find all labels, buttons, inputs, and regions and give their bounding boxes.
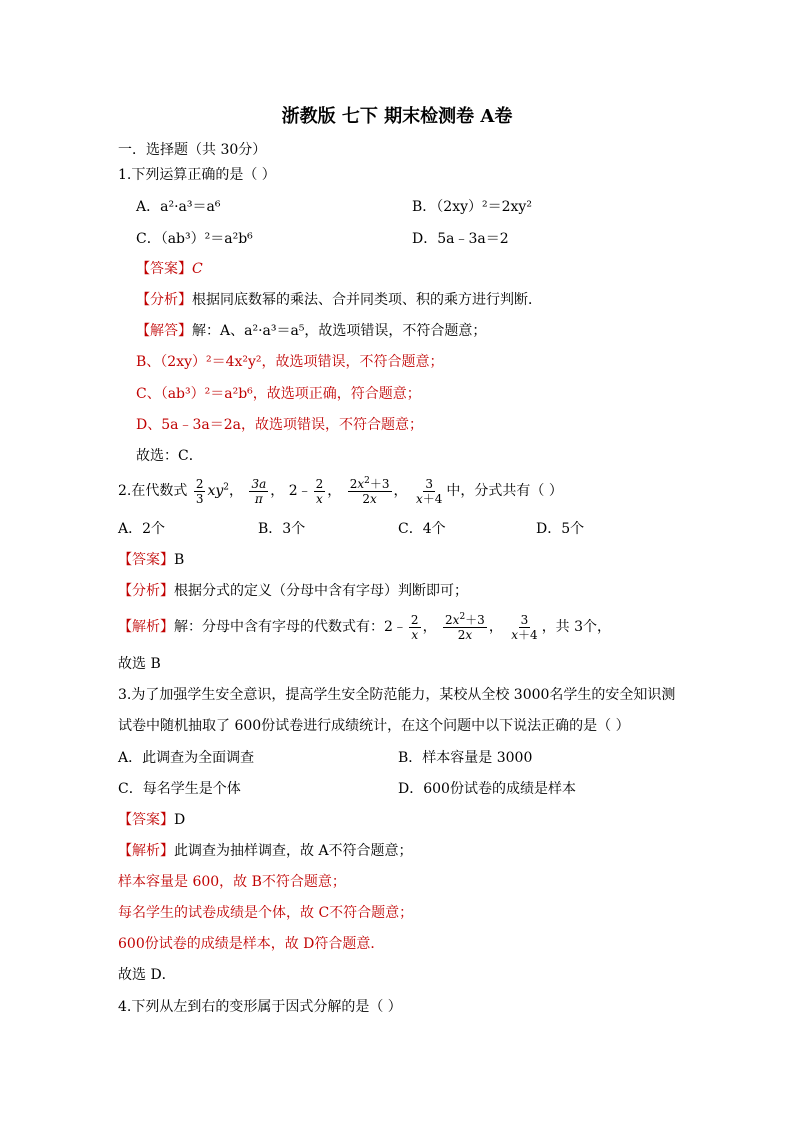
expr-fraction-2-x: $\frac{2}{x}$ bbox=[315, 476, 324, 506]
analysis-text: 根据分式的定义（分母中含有字母）判断即可； bbox=[174, 583, 468, 599]
expr-fraction-3-x4: $\frac{3}{x+4}$ bbox=[415, 476, 443, 506]
q3-stem-line-2: 试卷中随机抽取了 600份试卷进行成绩统计，在这个问题中以下说法正确的是（ ） bbox=[118, 718, 630, 734]
q3-option-c: C．每名学生是个体 bbox=[118, 781, 241, 797]
q1-option-c: C．（ab³）²＝a²b⁶ bbox=[136, 231, 253, 247]
solution-suffix: ，共 3个， bbox=[541, 619, 612, 635]
q2-solution: 【解析】解：分母中含有字母的代数式有：2﹣ $\frac{2}{x}$ ， $\frac{2x^2+3}{2x}$ ， $\frac{3}{x+4}$ ，共 3个， bbox=[118, 611, 612, 642]
q1-solution-line-5: 故选：C． bbox=[136, 448, 203, 464]
answer-tag: 【答案】 bbox=[118, 552, 174, 568]
q1-stem: 1.下列运算正确的是（ ） bbox=[118, 167, 276, 183]
answer-value: B bbox=[174, 552, 185, 568]
q3-option-b: B．样本容量是 3000 bbox=[398, 750, 533, 766]
expr-fraction-2-3: $\frac{2}{3}$ bbox=[195, 476, 204, 506]
q2-option-b: B．3个 bbox=[258, 521, 306, 537]
q1-option-b: B．（2xy）²＝2xy² bbox=[412, 199, 532, 215]
expr-fraction-3a-pi: $\frac{3a}{\pi}$ bbox=[251, 476, 267, 506]
answer-tag: 【答案】 bbox=[118, 812, 174, 828]
q1-solution-line-4: D、5a﹣3a＝2a，故选项错误，不符合题意； bbox=[136, 417, 423, 433]
q2-option-c: C．4个 bbox=[398, 521, 446, 537]
q2-answer bbox=[118, 550, 184, 570]
analysis-tag: 【分析】 bbox=[118, 583, 174, 599]
q2-stem-suffix: 中，分式共有（ ） bbox=[446, 483, 563, 499]
q1-option-a: A．a²·a³＝a⁶ bbox=[136, 199, 221, 215]
q3-option-a: A．此调查为全面调查 bbox=[118, 750, 255, 766]
q1-analysis bbox=[136, 290, 542, 310]
q3-option-d: D．600份试卷的成绩是样本 bbox=[398, 781, 576, 797]
q3-answer bbox=[118, 810, 185, 830]
q2-analysis bbox=[118, 581, 468, 601]
q1-answer bbox=[136, 259, 203, 279]
analysis-tag: 【分析】 bbox=[136, 292, 192, 308]
q3-solution-line-3: 每名学生的试卷成绩是个体，故 C不符合题意； bbox=[118, 905, 414, 921]
q1-solution-line-2: B、（2xy）²＝4x²y²，故选项错误，不符合题意； bbox=[136, 354, 444, 370]
solution-text: 此调查为抽样调查，故 A不符合题意； bbox=[174, 843, 413, 859]
q2-solution-end: 故选 B bbox=[118, 656, 161, 672]
q2-option-d: D．5个 bbox=[536, 521, 585, 537]
analysis-text: 根据同底数幂的乘法、合并同类项、积的乘方进行判断． bbox=[192, 292, 542, 308]
q3-solution-line-5: 故选 D． bbox=[118, 967, 176, 983]
solution-tag: 【解答】 bbox=[136, 323, 192, 339]
expr-fraction-2-x: $\frac{2}{x}$ bbox=[410, 612, 419, 642]
expr-fraction-2x2-3: $\frac{2x^2+3}{2x}$ bbox=[349, 475, 390, 506]
q2-stem: 2.在代数式 $\frac{2}{3}$ $xy^2$， $\frac{3a}{\pi}$ ， 2﹣ $\frac{2}{x}$ ， $\frac{2x^2+3}{2x}$ ， $\frac{3}{x+4}$ 中，分式共有（ ） bbox=[118, 475, 563, 506]
q3-stem-line-1: 3.为了加强学生安全意识，提高学生安全防范能力，某校从全校 3000名学生的安全知识测 bbox=[118, 687, 676, 703]
solution-tag: 【解析】 bbox=[118, 619, 174, 635]
q3-solution-line-2: 样本容量是 600，故 B不符合题意； bbox=[118, 874, 346, 890]
solution-tag: 【解析】 bbox=[118, 843, 174, 859]
solution-prefix: 解：分母中含有字母的代数式有： bbox=[174, 619, 384, 635]
q3-solution-line-4: 600份试卷的成绩是样本，故 D符合题意． bbox=[118, 936, 385, 952]
section-heading: 一．选择题（共 30分） bbox=[118, 142, 267, 158]
q2-stem-prefix: 2.在代数式 bbox=[118, 483, 188, 499]
expr-fraction-2x2-3: $\frac{2x^2+3}{2x}$ bbox=[445, 611, 485, 642]
solution-text: 解：A、a²·a³＝a⁵，故选项错误，不符合题意； bbox=[192, 323, 487, 339]
expr-fraction-3-x4: $\frac{3}{x+4}$ bbox=[511, 612, 538, 642]
page-title: 浙教版 七下 期末检测卷 A卷 bbox=[281, 106, 513, 127]
q4-stem: 4.下列从左到右的变形属于因式分解的是（ ） bbox=[118, 999, 402, 1015]
q1-option-d: D．5a﹣3a＝2 bbox=[412, 231, 509, 247]
answer-value: C bbox=[192, 261, 203, 277]
answer-value: D bbox=[174, 812, 186, 828]
q2-option-a: A．2个 bbox=[118, 521, 166, 537]
q1-solution-line-3: C、（ab³）²＝a²b⁶，故选项正确，符合题意； bbox=[136, 386, 421, 402]
answer-tag: 【答案】 bbox=[136, 261, 192, 277]
q3-solution-line-1 bbox=[118, 841, 413, 861]
q1-solution-line-1 bbox=[136, 321, 486, 341]
